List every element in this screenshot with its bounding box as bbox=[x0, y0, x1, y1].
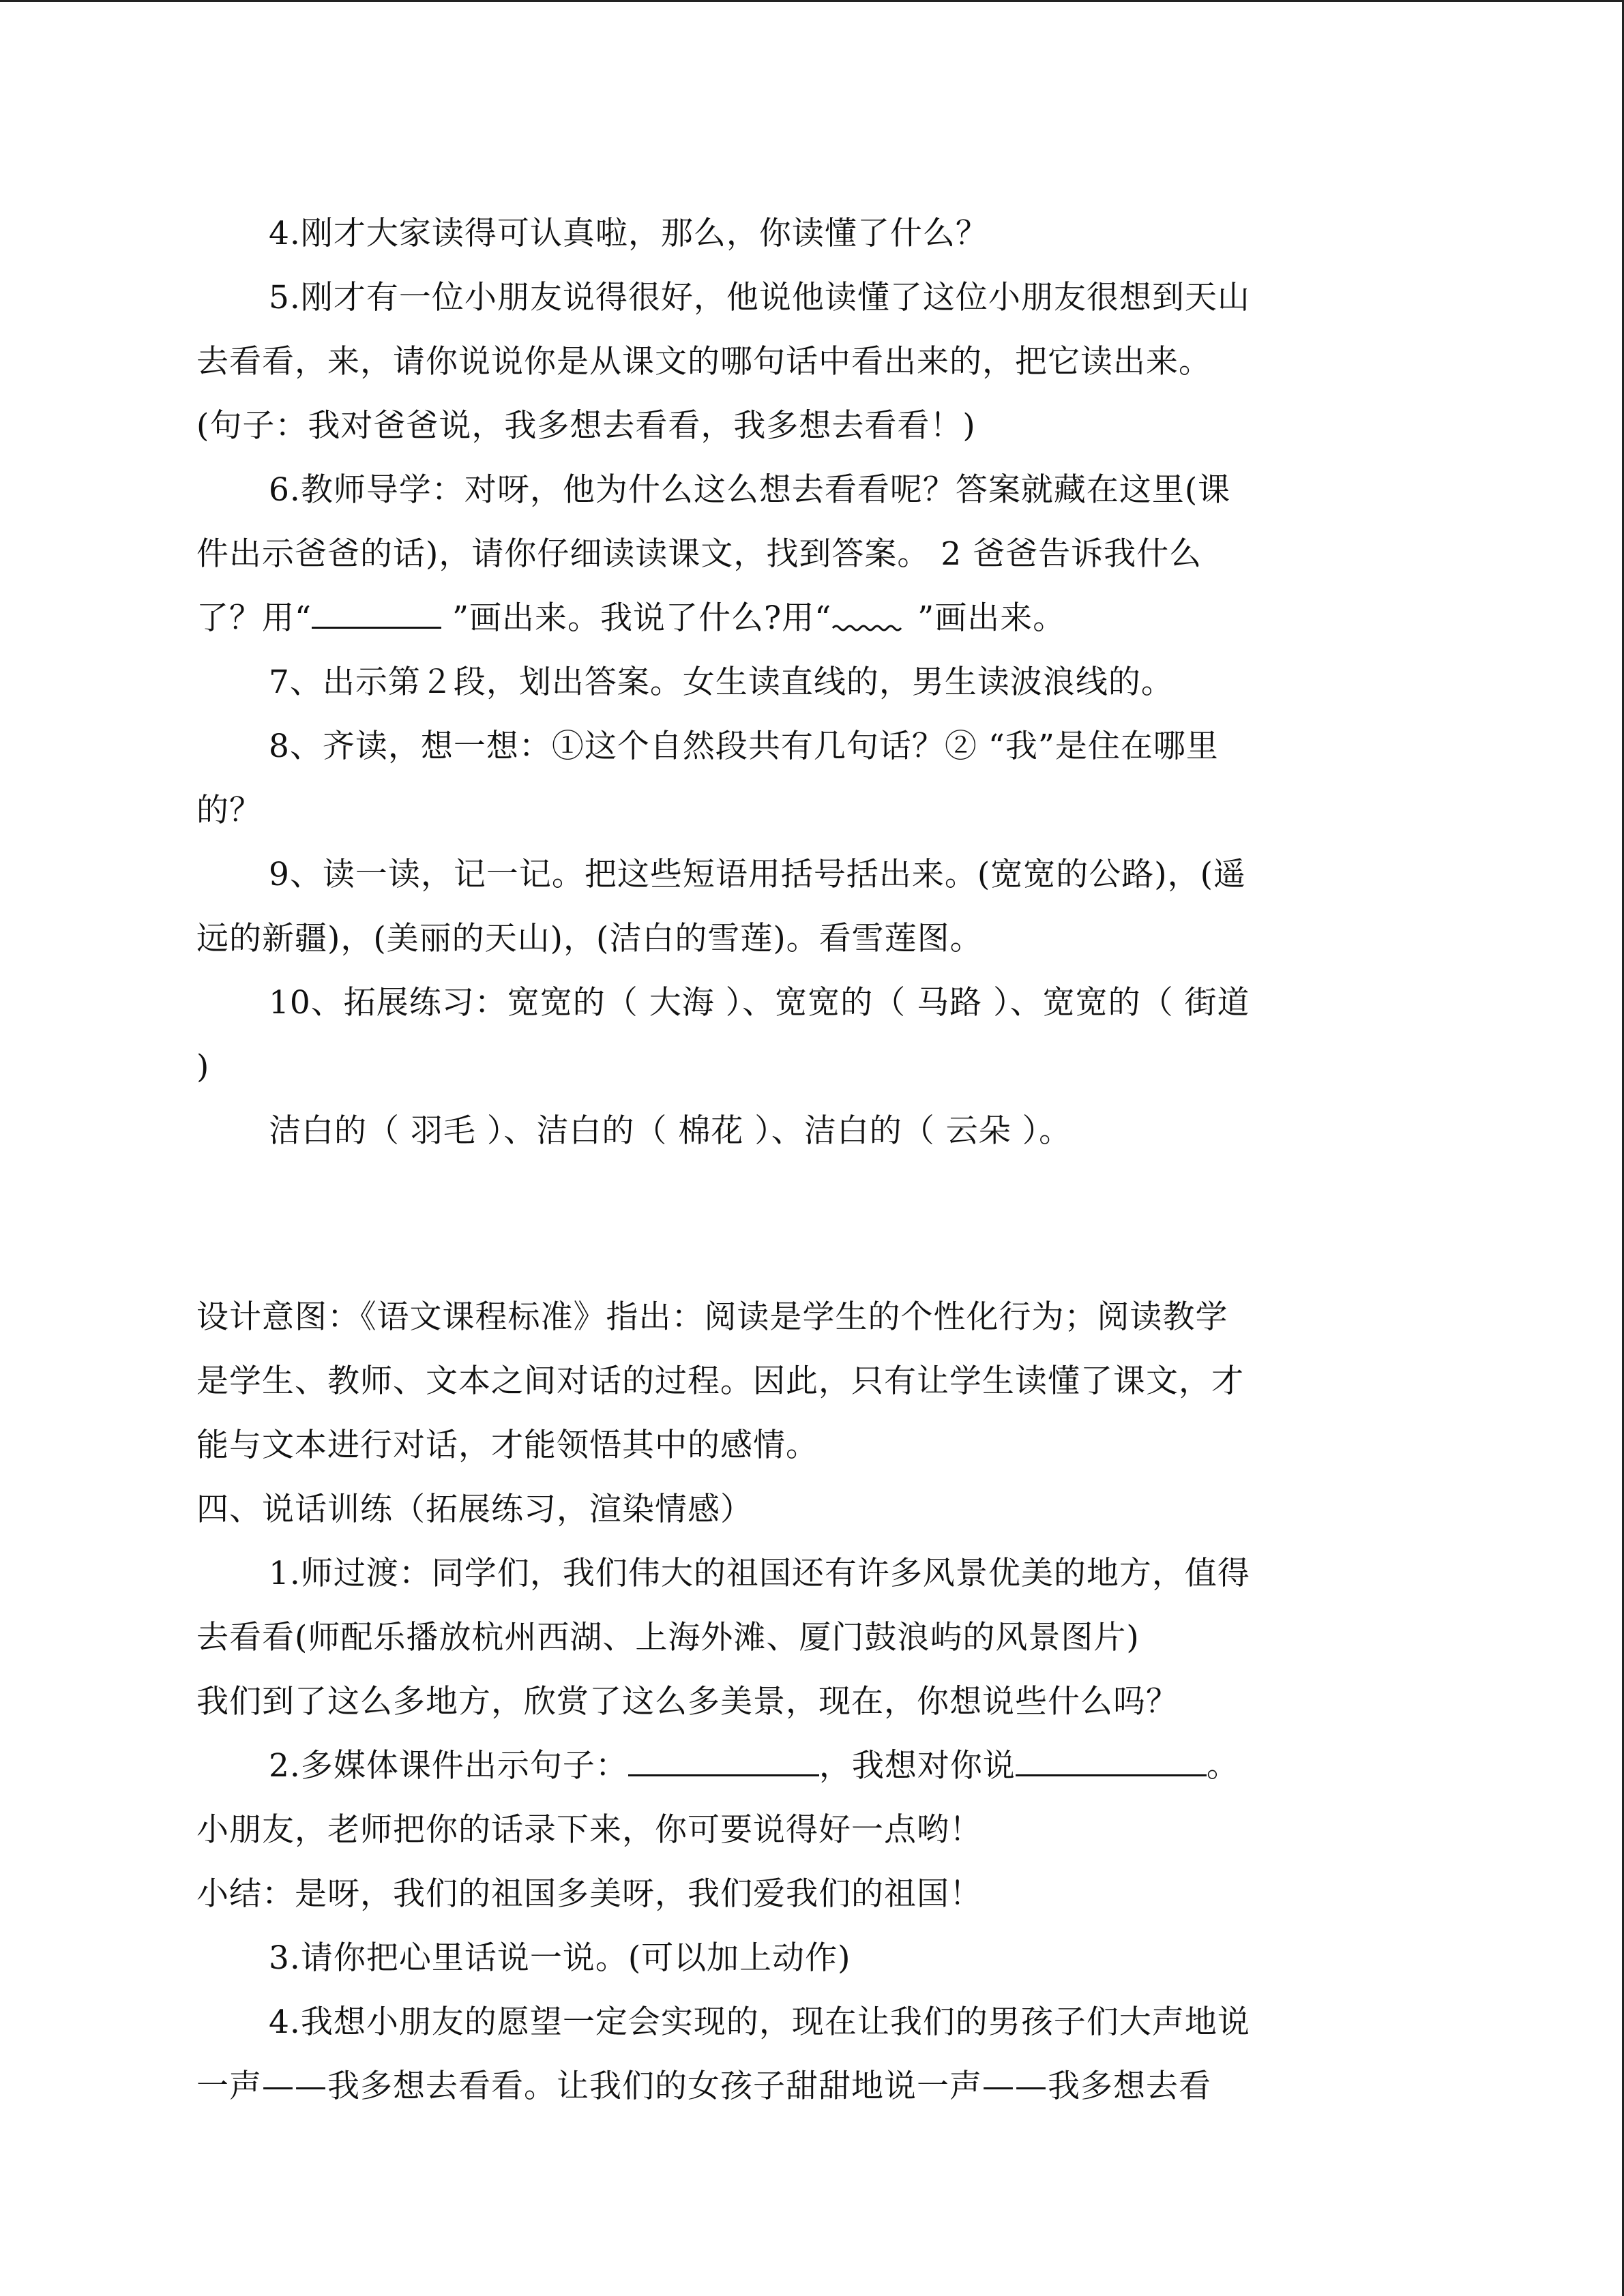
paragraph-line: 的？ bbox=[196, 792, 262, 829]
paragraph-line: 4.我想小朋友的愿望一定会实现的，现在让我们的男孩子们大声地说 bbox=[269, 2003, 1250, 2041]
section-spacer bbox=[196, 1163, 1434, 1285]
paragraph-line: 能与文本进行对话，才能领悟其中的感情。 bbox=[196, 1427, 818, 1464]
paragraph-line: 5.刚才有一位小朋友说得很好，他说他读懂了这位小朋友很想到天山 bbox=[269, 279, 1250, 316]
paragraph-line-with-blanks bbox=[196, 586, 1434, 651]
paragraph-line: 去看看(师配乐播放杭州西湖、上海外滩、厦门鼓浪屿的风景图片) bbox=[196, 1619, 1140, 1656]
paragraph-line: ) bbox=[196, 1048, 210, 1086]
paragraph-line: 6.教师导学：对呀，他为什么这么想去看看呢？答案就藏在这里(课 bbox=[269, 471, 1231, 509]
text-segment: ，我想对你说 bbox=[818, 1747, 1016, 1785]
text-segment: 。 bbox=[1206, 1747, 1239, 1785]
document-body bbox=[196, 202, 1434, 2119]
paragraph-line: 9、读一读，记一记。把这些短语用括号括出来。(宽宽的公路)，(遥 bbox=[269, 856, 1246, 893]
paragraph-line: 件出示爸爸的话)，请你仔细读读课文，找到答案。 2 爸爸告诉我什么 bbox=[196, 535, 1202, 573]
paragraph-line: 8、齐读，想一想：①这个自然段共有几句话？② “我”是住在哪里 bbox=[269, 728, 1219, 765]
paragraph-line: (句子：我对爸爸说，我多想去看看，我多想去看看！) bbox=[196, 407, 976, 445]
fill-in-blank bbox=[1016, 1747, 1207, 1776]
text-segment: 了？用“ bbox=[196, 599, 312, 637]
paragraph-line-with-blanks bbox=[196, 1734, 1434, 1798]
text-segment: ”画出来。 bbox=[906, 599, 1066, 637]
paragraph-line: 小结：是呀，我们的祖国多美呀，我们爱我们的祖国！ bbox=[196, 1875, 982, 1913]
paragraph-line: 1.师过渡：同学们，我们伟大的祖国还有许多风景优美的地方，值得 bbox=[269, 1555, 1250, 1592]
paragraph-line: 小朋友，老师把你的话录下来，你可要说得好一点哟！ bbox=[196, 1811, 982, 1849]
paragraph-line: 是学生、教师、文本之间对话的过程。因此，只有让学生读懂了课文，才 bbox=[196, 1362, 1244, 1400]
paragraph-line: 4.刚才大家读得可认真啦，那么，你读懂了什么？ bbox=[269, 215, 988, 252]
paragraph-line: 设计意图：《语文课程标准》指出：阅读是学生的个性化行为；阅读教学 bbox=[196, 1298, 1228, 1336]
wavy-underline-blank bbox=[831, 601, 906, 629]
fill-in-blank bbox=[628, 1747, 819, 1776]
paragraph-line: 3.请你把心里话说一说。(可以加上动作) bbox=[269, 1939, 851, 1977]
section-heading: 四、说话训练（拓展练习，渲染情感） bbox=[196, 1491, 753, 1528]
paragraph-line: 一声——我多想去看看。让我们的女孩子甜甜地说一声——我多想去看 bbox=[196, 2068, 1211, 2105]
straight-underline-blank bbox=[312, 599, 441, 629]
text-segment: 2.多媒体课件出示句子： bbox=[269, 1747, 628, 1785]
paragraph-line: 我们到了这么多地方，欣赏了这么多美景，现在，你想说些什么吗？ bbox=[196, 1683, 1179, 1720]
text-segment: ”画出来。我说了什么?用“ bbox=[441, 599, 832, 637]
paragraph-line: 去看看，来，请你说说你是从课文的哪句话中看出来的，把它读出来。 bbox=[196, 343, 1211, 381]
paragraph-line: 洁白的（ 羽毛 ）、洁白的（ 棉花 ）、洁白的（ 云朵 ）。 bbox=[269, 1112, 1072, 1150]
paragraph-line: 10、拓展练习：宽宽的（ 大海 ）、宽宽的（ 马路 ）、宽宽的（ 街道 bbox=[269, 984, 1250, 1022]
paragraph-line: 7、出示第２段，划出答案。女生读直线的，男生读波浪线的。 bbox=[269, 664, 1174, 701]
paragraph-line: 远的新疆)，(美丽的天山)，(洁白的雪莲)。看雪莲图。 bbox=[196, 920, 983, 957]
